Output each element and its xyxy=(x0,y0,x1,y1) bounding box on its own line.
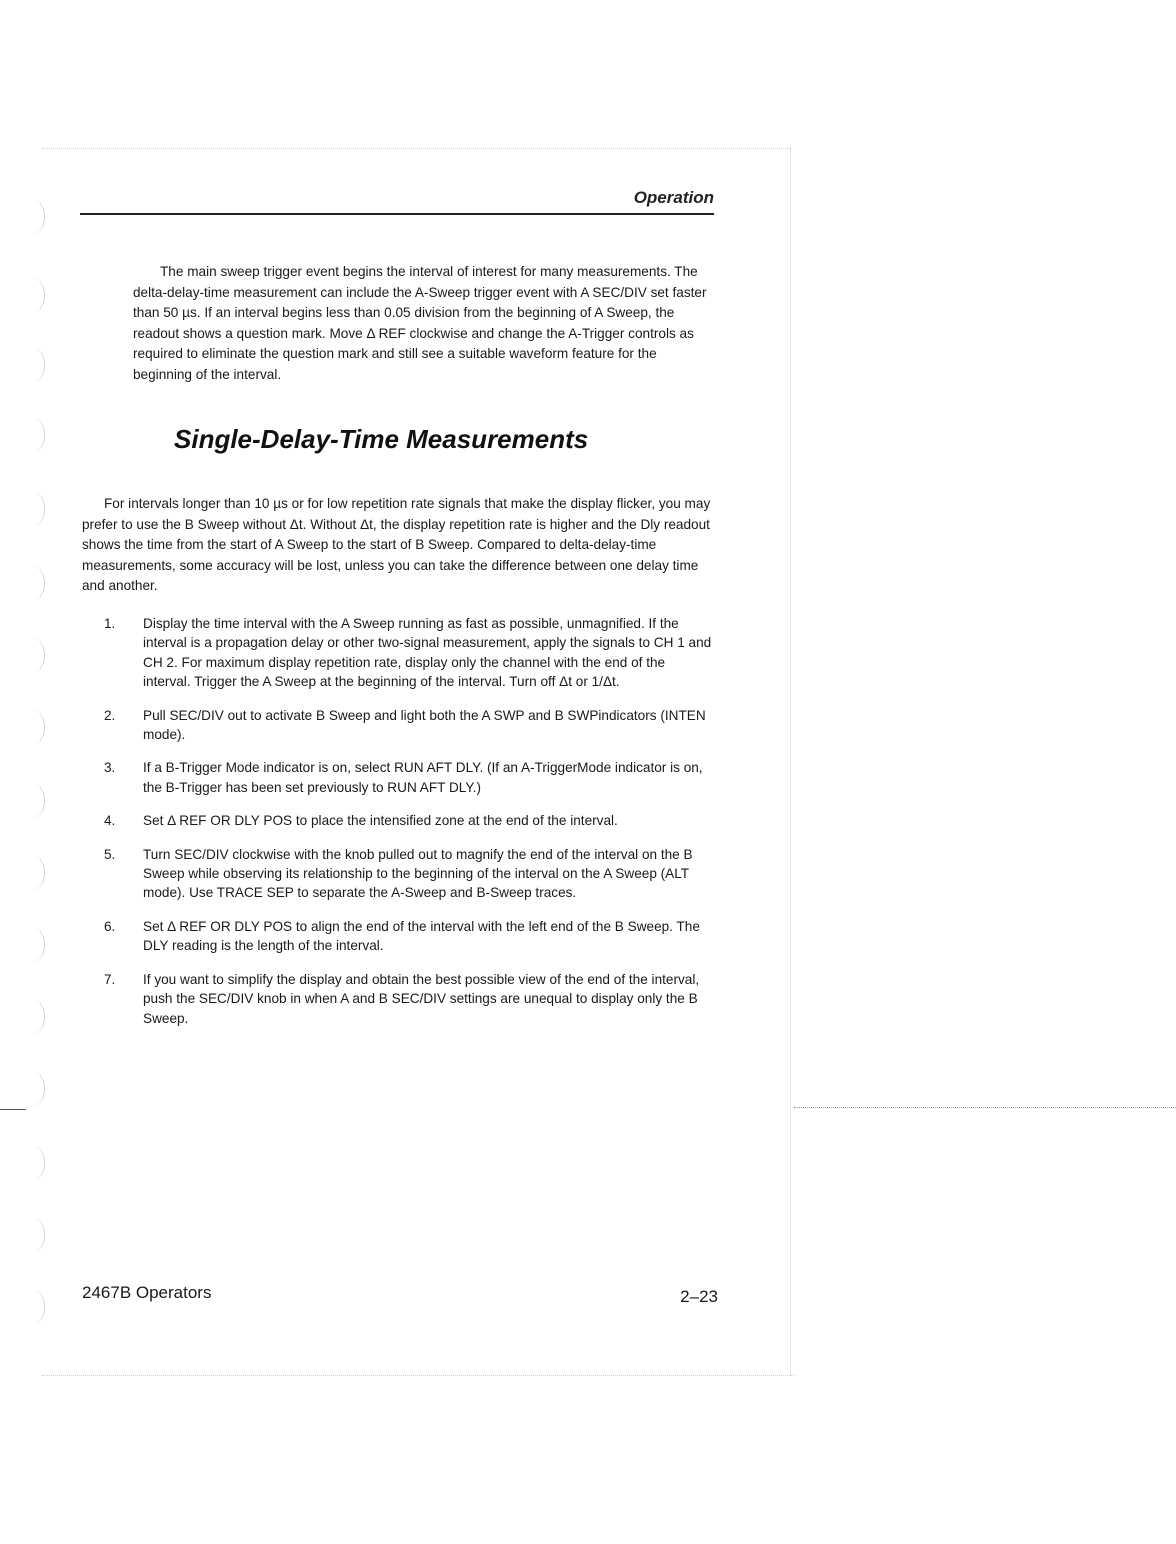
section-body: For intervals longer than 10 µs or for low repetition rate signals that make the display flicker, you may prefer to use the B Sweep without Δt. Without Δt, the display repetition rate is higher and the Dly readout shows the time from the start of A Sweep to the start of B Sweep. Compared to delta-delay-time measurements, some accuracy will be lost, unless you can take the difference between one delay time and another. xyxy=(82,496,711,594)
step-text: If you want to simplify the display and obtain the best possible view of the end of the interval, push the SEC/DIV knob in when A and B SEC/DIV settings are unequal to display only the B Sweep. xyxy=(143,971,700,1026)
binder-hole xyxy=(22,856,45,890)
step-number: 6. xyxy=(104,918,116,934)
intro-paragraph: The main sweep trigger event begins the interval of interest for many measurements. The delta-delay-time measurement can include the A-Sweep trigger event with A SEC/DIV set faster than 50 µs. If an interval begins less than 0.05 division from the beginning of A Sweep, the readout shows a question mark. Move Δ REF clockwise and change the A-Trigger controls as required to eliminate the question mark and still see a suitable waveform feature for the beginning of the interval. xyxy=(133,264,707,382)
step-text: Set Δ REF OR DLY POS to align the end of the interval with the left end of the B Sweep. The DLY reading is the length of the interval. xyxy=(143,918,700,954)
step-item xyxy=(104,758,716,797)
binder-hole xyxy=(22,1290,45,1324)
step-number: 5. xyxy=(104,846,116,862)
step-item xyxy=(104,917,716,956)
section-heading: Single-Delay-Time Measurements xyxy=(174,424,589,454)
step-text: If a B-Trigger Mode indicator is on, select RUN AFT DLY. (If an A-TriggerMode indicator is on, the B-Trigger has been set previously to RUN AFT DLY.) xyxy=(143,760,703,795)
step-item xyxy=(104,706,716,745)
binder-hole xyxy=(22,278,45,312)
binder-hole xyxy=(22,200,45,234)
margin-tick xyxy=(0,1109,26,1110)
page-edge-top xyxy=(42,148,790,149)
step-text: Display the time interval with the A Sweep running as fast as possible, unmagnified. If the interval is a propagation delay or other two-signal measurement, apply the signals to CH 1 and CH 2. For maximum display repetition rate, display only the channel with the end of the interval. Trigger the A Sweep at the beginning of the interval. Turn off Δt or 1/Δt. xyxy=(143,616,712,690)
binder-hole xyxy=(22,1146,45,1180)
step-number: 2. xyxy=(104,707,116,723)
footer-page-number: 2–23 xyxy=(680,1287,718,1306)
binder-hole xyxy=(22,1000,45,1034)
page-edge-right xyxy=(790,148,791,1376)
binder-hole xyxy=(22,348,45,382)
scan-line xyxy=(794,1107,1176,1108)
binder-hole xyxy=(22,1218,45,1252)
step-text: Turn SEC/DIV clockwise with the knob pulled out to magnify the end of the interval on the B Sweep while observing its relationship to the beginning of the interval on the A Sweep (ALT mode). Use TRACE SEP to separate the A-Sweep and B-Sweep traces. xyxy=(143,846,693,901)
footer-manual-title: 2467B Operators xyxy=(82,1283,212,1302)
running-head: Operation xyxy=(633,188,714,207)
step-number: 1. xyxy=(104,616,116,631)
procedure-steps xyxy=(104,614,716,1042)
binder-hole xyxy=(22,710,45,744)
binder-hole xyxy=(22,784,45,818)
step-item xyxy=(104,970,716,1028)
binder-hole xyxy=(22,928,45,962)
binder-hole xyxy=(22,492,45,526)
step-item xyxy=(104,614,716,692)
binder-hole xyxy=(22,1072,45,1106)
step-number: 3. xyxy=(104,760,116,776)
step-item xyxy=(104,845,716,903)
step-item xyxy=(104,811,716,830)
step-text: Pull SEC/DIV out to activate B Sweep and light both the A SWP and B SWPindicators (INTEN mode). xyxy=(143,707,706,743)
step-number: 4. xyxy=(104,813,116,829)
step-number: 7. xyxy=(104,971,116,987)
binder-hole xyxy=(22,638,45,672)
header-rule xyxy=(80,213,714,215)
step-text: Set Δ REF OR DLY POS to place the intensified zone at the end of the interval. xyxy=(143,813,618,829)
page-edge-bottom xyxy=(42,1375,794,1376)
binder-hole xyxy=(22,418,45,452)
binder-hole xyxy=(22,566,45,600)
